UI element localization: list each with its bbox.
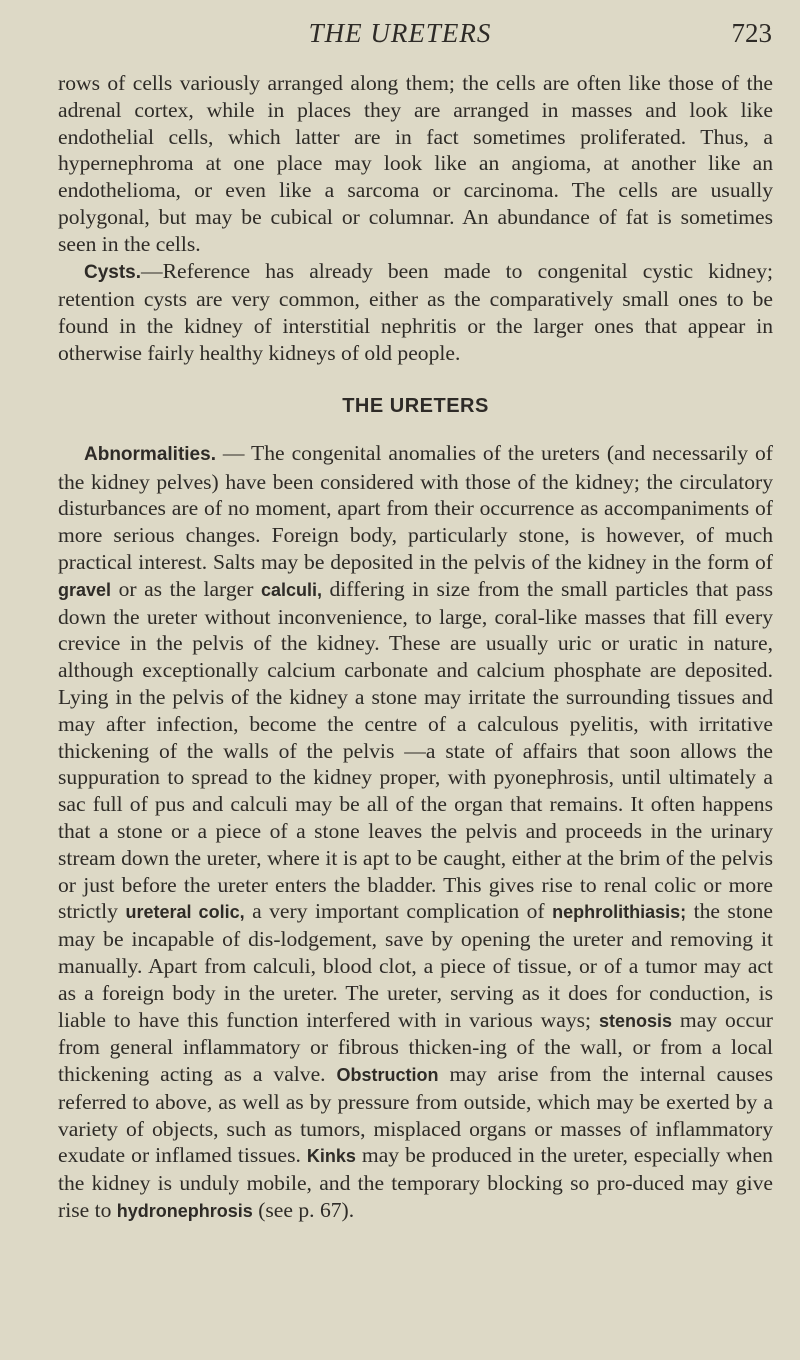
text-run: may occur from general inflammatory or fibrous thicken-ing of the wall, or from a local thickening acting as a valve. (58, 1007, 773, 1087)
run-in-heading-abnormalities: Abnormalities. (84, 443, 216, 465)
term-gravel: gravel (58, 579, 112, 600)
text-run: the stone may be incapable of dis-lodgement, save by opening the ureter and removing it manually. Apart from calculi, blood clot, a piece of tissue, or of a tumor may act as a foreign body in the ureter. The ureter, serving as it does for conduction, is liable to have this function interfered with in various ways; (58, 899, 774, 1032)
term-hydronephrosis: hydronephrosis (116, 1201, 253, 1222)
text-run: may be produced in the ureter, especially when the kidney is unduly mobile, and the temporary blocking so pro-duced may give rise to (58, 1143, 773, 1223)
text-run: or as the larger (111, 576, 261, 601)
text-run: (see p. 67). (252, 1198, 355, 1223)
term-ureteral-colic: ureteral colic, (125, 902, 245, 923)
term-kinks: Kinks (306, 1146, 356, 1167)
text-run: differing in size from the small particles that pass down the ureter without inconvenience, to large, coral-like masses that fill every crevice in the pelvis of the kidney. These are usually uric or uratic in nature, although exceptionally calcium carbonate and calcium phosphate are deposited. Lying in the pelvis of the kidney a stone may irritate the surrounding tissues and may after infection, become the centre of a calculous pyelitis, with irritative thickening of the walls of the pelvis —a state of affairs that soon allows the suppuration to spread to the kidney proper, with pyonephrosis, until ultimately a sac full of pus and calculi may be all of the organ that remains. It often happens that a stone or a piece of a stone leaves the pelvis and proceeds in the urinary stream down the ureter, where it is apt to be caught, either at the brim of the pelvis or just before the ureter enters the bladder. This gives rise to renal colic or more strictly (58, 576, 773, 924)
text-run: —Reference has already been made to congenital cystic kidney; retention cysts are very common, either as the comparatively small ones to be found in the kidney of interstitial nephritis or the larger ones that appear in otherwise fairly healthy kidneys of old people. (58, 258, 773, 365)
paragraph-cysts (58, 258, 773, 367)
page-body (58, 70, 773, 1225)
term-stenosis: stenosis (598, 1010, 672, 1031)
term-obstruction: Obstruction (336, 1065, 439, 1086)
running-title: THE URETERS (308, 18, 492, 48)
page-number: 723 (731, 18, 772, 48)
run-in-heading-cysts: Cysts. (84, 261, 142, 283)
paragraph-continued: rows of cells variously arranged along them; the cells are often like those of the adrenal cortex, while in places they are arranged in masses and look like endothelial cells, which latter are in fact sometimes proliferated. Thus, a hypernephroma at one place may look like an angioma, at another like an endothelioma, or even like a sarcoma or carcinoma. The cells are usually polygonal, but may be cubical or columnar. An abundance of fat is sometimes seen in the cells. (58, 71, 773, 256)
section-heading: THE URETERS (342, 394, 489, 417)
term-nephrolithiasis: nephrolithiasis; (552, 902, 687, 923)
term-calculi: calculi, (260, 579, 322, 600)
paragraph-abnormalities (58, 440, 773, 1225)
text-run: a very important complication of (244, 899, 553, 924)
running-head (0, 18, 800, 58)
text-run: may arise from the internal causes referred to above, as well as by pressure from outside, which may be exerted by a variety of objects, such as tumors, misplaced organs or masses of inflammatory exudate or inflamed tissues. (58, 1062, 773, 1168)
text-run: — The congenital anomalies of the ureters (and necessarily of the kidney pelves) have been considered with those of the kidney; the circulatory disturbances are of no moment, apart from their occurrence as accompaniments of more serious changes. Foreign body, particularly stone, is however, of much practical interest. Salts may be deposited in the pelvis of the kidney in the form of (58, 440, 773, 574)
